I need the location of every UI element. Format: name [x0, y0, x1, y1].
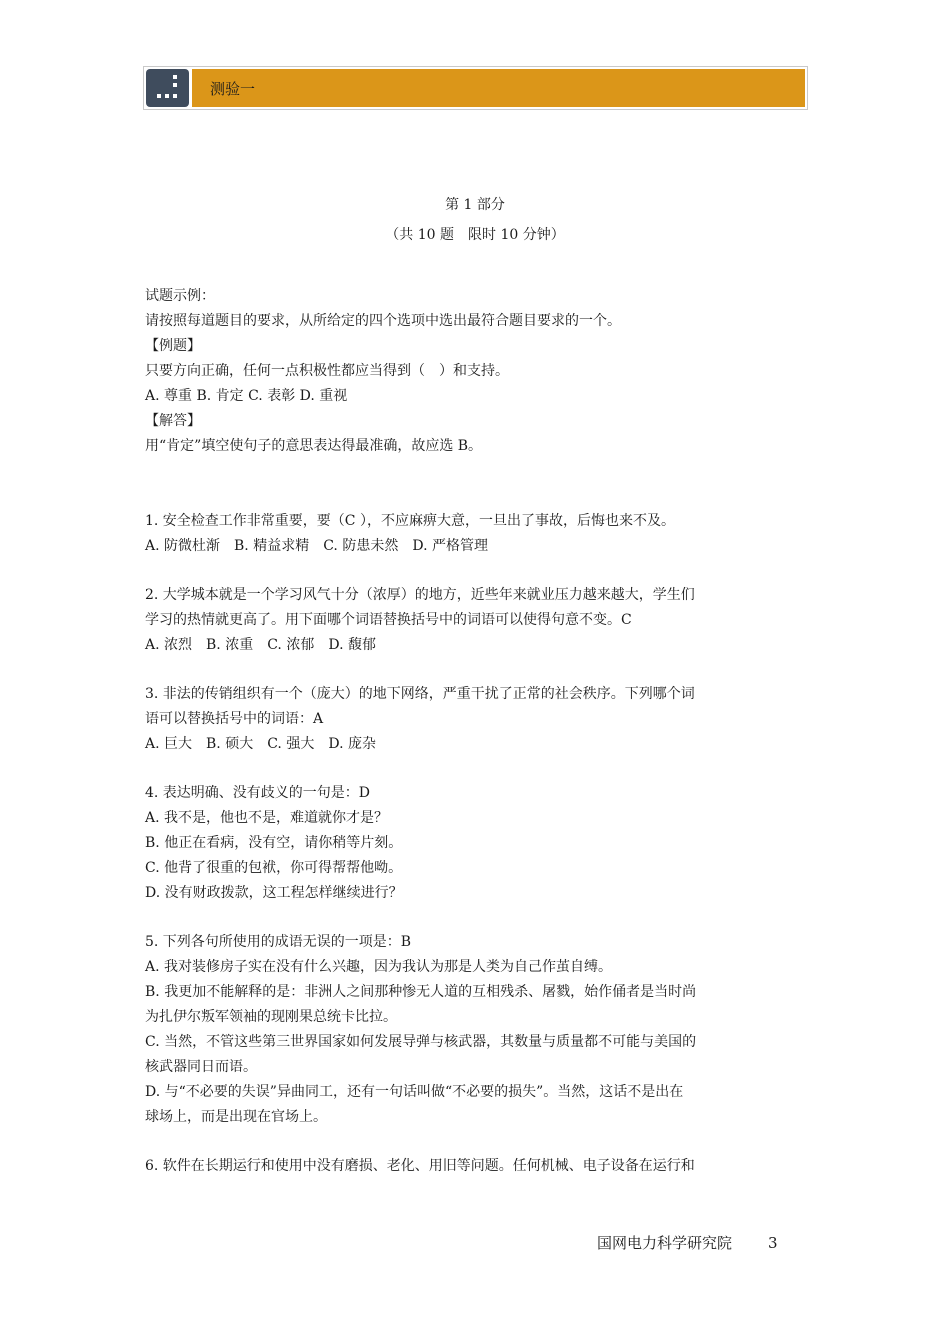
question-options	[145, 534, 810, 559]
option-item: A. 防微杜渐	[145, 538, 221, 554]
page-footer	[597, 1232, 814, 1253]
option-item: C. 防患未然	[323, 538, 399, 554]
option-item: D. 严格管理	[412, 538, 488, 554]
question-line: 球场上，而是出现在官场上。	[145, 1109, 327, 1125]
footer-org: 国网电力科学研究院	[597, 1234, 733, 1252]
question-text: 6. 软件在长期运行和使用中没有磨损、老化、用旧等问题。任何机械、电子设备在运行和	[145, 1158, 695, 1174]
question-line: D. 没有财政拨款，这工程怎样继续进行？	[145, 885, 403, 901]
option-item: B. 硕大	[206, 736, 254, 752]
option-item: C. 强大	[267, 736, 315, 752]
question-list	[145, 509, 810, 1179]
document-body	[145, 284, 810, 1179]
option-item: A. 浓烈	[145, 637, 193, 653]
question-line: 语可以替换括号中的词语：A	[145, 711, 324, 727]
option-item: D. 馥郁	[328, 637, 376, 653]
question-line: B. 他正在看病，没有空，请你稍等片刻。	[145, 835, 403, 851]
question-text: 5. 下列各句所使用的成语无误的一项是：B	[145, 934, 412, 950]
question-item	[145, 1154, 810, 1179]
option-item: A. 巨大	[145, 736, 193, 752]
question-line: 核武器同日而语。	[145, 1059, 257, 1075]
question-text: 4. 表达明确、没有歧义的一句是：D	[145, 785, 371, 801]
question-item	[145, 781, 810, 906]
question-item	[145, 682, 810, 757]
header-title: 测验一	[210, 80, 256, 98]
question-line: B. 我更加不能解释的是：非洲人之间那种惨无人道的互相残杀、屠戮，始作俑者是当时尚	[145, 984, 697, 1000]
document-header	[143, 66, 808, 110]
option-item: C. 浓郁	[267, 637, 315, 653]
answer-label: 【解答】	[145, 413, 201, 429]
page-number: 3	[768, 1234, 778, 1252]
answer-text: 用“肯定”填空使句子的意思表达得最准确，故应选 B。	[145, 438, 483, 454]
question-text: 1. 安全检查工作非常重要，要（C ），不应麻痹大意，一旦出了事故，后悔也来不及。	[145, 513, 675, 529]
question-options	[145, 633, 810, 658]
question-line: A. 我对装修房子实在没有什么兴趣，因为我认为那是人类为自己作茧自缚。	[145, 959, 613, 975]
menu-dots-icon	[146, 69, 189, 107]
example-heading: 试题示例：	[145, 288, 215, 304]
header-title-band	[192, 69, 805, 107]
question-line: D. 与“不必要的失误”异曲同工，还有一句话叫做“不必要的损失”。当然，这话不是出在	[145, 1084, 684, 1100]
question-line: C. 当然，不管这些第三世界国家如何发展导弹与核武器，其数量与质量都不可能与美国的	[145, 1034, 697, 1050]
question-line: 为扎伊尔叛军领袖的现刚果总统卡比拉。	[145, 1009, 397, 1025]
question-text: 2. 大学城本就是一个学习风气十分（浓厚）的地方，近些年来就业压力越来越大，学生们	[145, 587, 695, 603]
question-line: A. 我不是，他也不是，难道就你才是？	[145, 810, 389, 826]
option-item: D. 庞杂	[328, 736, 376, 752]
question-item	[145, 930, 810, 1130]
question-line: 学习的热情就更高了。用下面哪个词语替换括号中的词语可以使得句意不变。C	[145, 612, 632, 628]
question-item	[145, 583, 810, 658]
question-options	[145, 732, 810, 757]
question-text: 3. 非法的传销组织有一个（庞大）的地下网络，严重干扰了正常的社会秩序。下列哪个词	[145, 686, 695, 702]
section-title: 第 1 部分	[445, 197, 505, 213]
example-instruction: 请按照每道题目的要求，从所给定的四个选项中选出最符合题目要求的一个。	[145, 313, 621, 329]
example-label: 【例题】	[145, 338, 201, 354]
example-question: 只要方向正确，任何一点积极性都应当得到（ ）和支持。	[145, 363, 509, 379]
question-item	[145, 509, 810, 559]
option-item: B. 精益求精	[234, 538, 310, 554]
option-item: B. 浓重	[206, 637, 254, 653]
question-line: C. 他背了很重的包袱，你可得帮帮他呦。	[145, 860, 403, 876]
example-options: A. 尊重 B. 肯定 C. 表彰 D. 重视	[145, 388, 348, 404]
section-subtitle: （共 10 题 限时 10 分钟）	[385, 227, 565, 243]
